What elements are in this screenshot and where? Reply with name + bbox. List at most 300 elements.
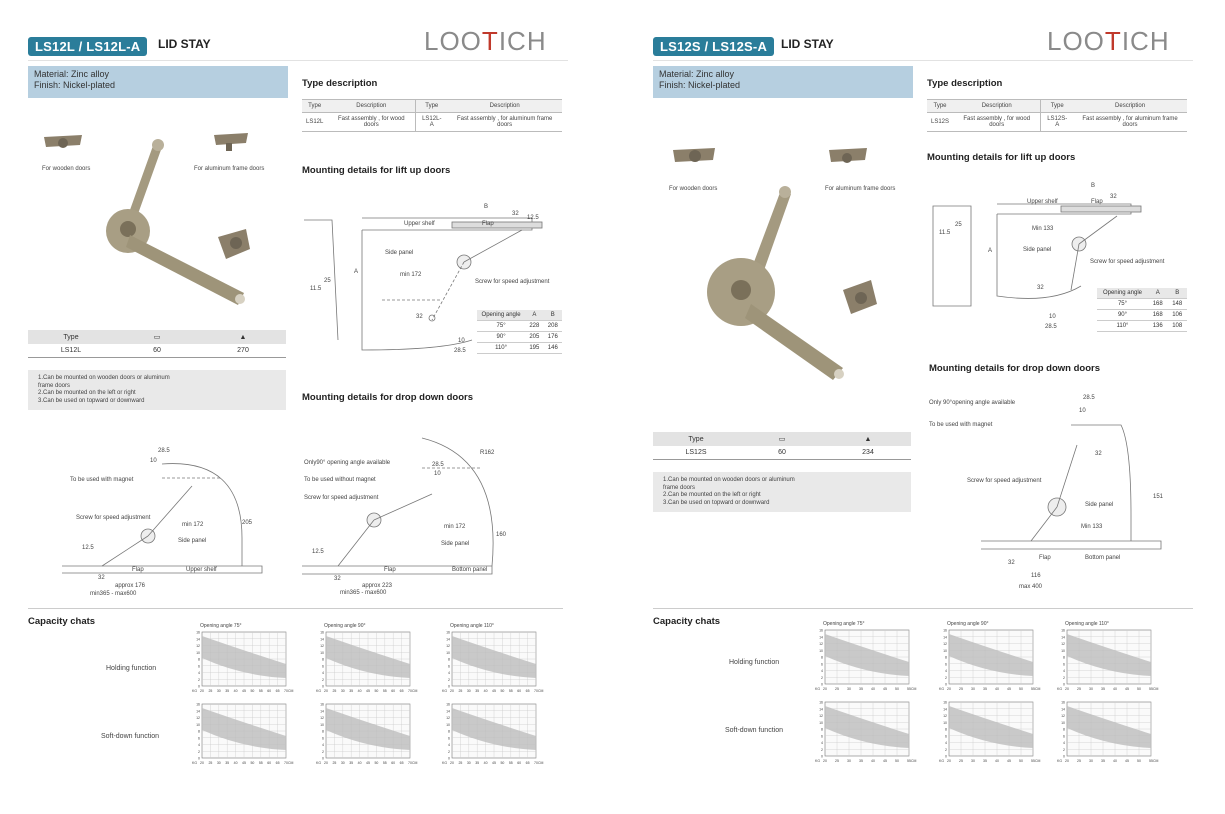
x-tick-label: 30 bbox=[847, 687, 851, 691]
capacity-chart-svg bbox=[314, 700, 418, 770]
capacity-chart-soft-75 bbox=[813, 698, 917, 768]
label-approx: approx 223 bbox=[362, 583, 393, 589]
soft-down-function: Soft-down function bbox=[101, 733, 159, 740]
type-table bbox=[28, 330, 286, 358]
x-tick-label: 45 bbox=[1125, 759, 1129, 763]
oa-cell: 110° bbox=[477, 343, 525, 354]
label-11-5: 11.5 bbox=[939, 230, 951, 236]
drop-down-diagram bbox=[981, 405, 1181, 585]
label-B: B bbox=[1091, 183, 1096, 189]
cm-label: CM bbox=[412, 689, 418, 693]
label-32b: 32 bbox=[1008, 560, 1015, 566]
soft-down-function: Soft-down function bbox=[725, 727, 783, 734]
y-tick-label: 10 bbox=[196, 722, 200, 727]
opening-angle-table bbox=[1097, 288, 1187, 332]
note-line: 3.Can be used on topward or downward bbox=[38, 397, 145, 404]
label-wooden: For wooden doors bbox=[669, 186, 718, 192]
y-tick-label: 12 bbox=[196, 716, 200, 720]
kg-label: KG bbox=[192, 761, 198, 765]
kg-label: KG bbox=[316, 689, 322, 693]
y-tick-label: 16 bbox=[196, 630, 200, 635]
x-tick-label: 40 bbox=[357, 761, 362, 765]
notes-box bbox=[653, 472, 911, 512]
oa-cell: 110° bbox=[1097, 321, 1148, 332]
cm-label: CM bbox=[412, 761, 418, 765]
label-no-magnet: To be used without magnet bbox=[304, 477, 376, 483]
y-tick-label: 4 bbox=[448, 671, 450, 675]
label-side-panel: Side panel bbox=[178, 538, 207, 544]
label-flap: Flap bbox=[482, 221, 494, 227]
capacity-chart-holding-90 bbox=[937, 626, 1041, 696]
wooden-mount-icon bbox=[44, 135, 82, 148]
x-tick-label: 50 bbox=[250, 761, 255, 765]
y-tick-label: 0 bbox=[821, 754, 823, 759]
chart-title: Opening angle 75° bbox=[200, 623, 242, 629]
oa-header: Opening angle bbox=[1097, 288, 1148, 299]
material-box bbox=[28, 66, 288, 98]
x-tick-label: 50 bbox=[250, 689, 255, 693]
oa-cell: 205 bbox=[525, 332, 543, 343]
x-tick-label: 20 bbox=[450, 761, 454, 765]
label-bottom-panel: Bottom panel bbox=[452, 567, 488, 573]
y-tick-label: 10 bbox=[320, 722, 324, 727]
x-tick-label: 35 bbox=[1101, 687, 1105, 691]
y-tick-label: 12 bbox=[196, 644, 200, 648]
x-tick-label: 60 bbox=[391, 761, 396, 765]
x-tick-label: 35 bbox=[225, 761, 230, 765]
x-tick-label: 25 bbox=[332, 761, 337, 765]
x-tick-label: 45 bbox=[242, 761, 246, 765]
x-tick-label: 25 bbox=[835, 687, 839, 691]
oa-header-B: B bbox=[1167, 288, 1187, 299]
x-tick-label: 35 bbox=[859, 759, 863, 763]
x-tick-label: 55 bbox=[508, 761, 513, 765]
x-tick-label: 60 bbox=[391, 689, 396, 693]
capacity-chart-svg bbox=[937, 626, 1041, 696]
brand-logo: LOOTICH bbox=[424, 26, 547, 56]
td-type: LS12L bbox=[302, 113, 327, 132]
y-tick-label: 2 bbox=[322, 749, 324, 754]
y-tick-label: 6 bbox=[448, 736, 450, 741]
cm-label: CM bbox=[288, 689, 294, 693]
y-tick-label: 4 bbox=[945, 669, 947, 673]
capacity-chart-svg bbox=[440, 628, 544, 698]
label-32b: 32 bbox=[416, 314, 423, 320]
label-28-5: 28.5 bbox=[454, 348, 466, 354]
x-tick-label: 25 bbox=[1077, 759, 1081, 763]
y-tick-label: 0 bbox=[448, 756, 450, 761]
note-line: frame doors bbox=[663, 484, 696, 491]
x-tick-label: 70 bbox=[408, 761, 412, 765]
x-tick-label: 40 bbox=[871, 687, 875, 691]
chart-title: Opening angle 90° bbox=[947, 621, 989, 627]
kg-label: KG bbox=[939, 759, 945, 763]
y-tick-label: 16 bbox=[1061, 628, 1065, 633]
th-type: Type bbox=[927, 100, 953, 113]
x-tick-label: 50 bbox=[374, 689, 379, 693]
label-side-panel: Side panel bbox=[1023, 247, 1052, 253]
label-approx: approx 176 bbox=[115, 583, 146, 589]
oa-cell: 136 bbox=[1148, 321, 1168, 332]
y-tick-label: 6 bbox=[821, 734, 823, 739]
x-tick-label: 40 bbox=[995, 759, 999, 763]
x-tick-label: 30 bbox=[340, 761, 345, 765]
oa-cell: 148 bbox=[1167, 299, 1187, 310]
finish-text: Finish: Nickel-plated bbox=[34, 80, 116, 90]
x-tick-label: 20 bbox=[823, 759, 827, 763]
x-tick-label: 55 bbox=[907, 759, 911, 763]
note-line: frame doors bbox=[38, 382, 71, 389]
x-tick-label: 30 bbox=[1089, 759, 1093, 763]
x-tick-label: 70 bbox=[284, 689, 288, 693]
note-line: 3.Can be used on topward or downward bbox=[663, 499, 770, 506]
y-tick-label: 14 bbox=[446, 637, 450, 642]
y-tick-label: 4 bbox=[945, 741, 947, 745]
y-tick-label: 10 bbox=[1061, 720, 1065, 725]
x-tick-label: 70 bbox=[534, 761, 538, 765]
oa-cell: 195 bbox=[525, 343, 543, 354]
y-tick-label: 8 bbox=[448, 657, 450, 662]
label-12-5: 12.5 bbox=[312, 549, 324, 555]
x-tick-label: 45 bbox=[1007, 687, 1011, 691]
y-tick-label: 0 bbox=[821, 682, 823, 687]
y-tick-label: 6 bbox=[322, 736, 324, 741]
weight-icon: ▲ bbox=[825, 432, 911, 446]
y-tick-label: 4 bbox=[821, 669, 823, 673]
label-side-panel: Side panel bbox=[385, 250, 414, 256]
label-flap: Flap bbox=[132, 567, 144, 573]
oa-cell: 168 bbox=[1148, 310, 1168, 321]
y-tick-label: 14 bbox=[819, 707, 823, 712]
x-tick-label: 50 bbox=[1019, 759, 1023, 763]
label-screw: Screw for speed adjustment bbox=[1090, 259, 1165, 265]
x-tick-label: 25 bbox=[208, 689, 213, 693]
x-tick-label: 65 bbox=[525, 761, 530, 765]
label-28-5: 28.5 bbox=[432, 462, 444, 468]
product-illustration bbox=[30, 125, 290, 325]
chart-title: Opening angle 110° bbox=[450, 623, 494, 629]
oa-cell: 228 bbox=[525, 321, 543, 332]
x-tick-label: 60 bbox=[267, 689, 272, 693]
capacity-chart-holding-110 bbox=[1055, 626, 1159, 696]
y-tick-label: 6 bbox=[945, 734, 947, 739]
label-side-panel: Side panel bbox=[441, 541, 470, 547]
type-desc-table bbox=[927, 99, 1187, 132]
label-wooden: For wooden doors bbox=[42, 166, 91, 172]
x-tick-label: 65 bbox=[275, 761, 280, 765]
x-tick-label: 25 bbox=[835, 759, 839, 763]
x-tick-label: 20 bbox=[823, 687, 827, 691]
notes-box bbox=[28, 370, 286, 410]
y-tick-label: 8 bbox=[945, 727, 947, 732]
x-tick-label: 20 bbox=[947, 759, 951, 763]
y-tick-label: 8 bbox=[322, 657, 324, 662]
y-tick-label: 0 bbox=[945, 754, 947, 759]
x-tick-label: 20 bbox=[1065, 687, 1069, 691]
x-tick-label: 20 bbox=[324, 761, 328, 765]
label-min365: min365 - max600 bbox=[340, 590, 387, 596]
x-tick-label: 35 bbox=[983, 687, 987, 691]
label-max400: max 400 bbox=[1019, 584, 1043, 590]
th-desc: Description bbox=[447, 100, 562, 113]
capacity-chart-soft-110 bbox=[440, 700, 544, 770]
x-tick-label: 50 bbox=[500, 761, 505, 765]
label-min172: min 172 bbox=[400, 272, 422, 278]
y-tick-label: 6 bbox=[945, 662, 947, 667]
x-tick-label: 55 bbox=[382, 761, 387, 765]
y-tick-label: 12 bbox=[1061, 714, 1065, 718]
x-tick-label: 40 bbox=[995, 687, 999, 691]
th-desc: Description bbox=[953, 100, 1041, 113]
label-screw: Screw for speed adjustment bbox=[475, 279, 550, 285]
y-tick-label: 14 bbox=[1061, 635, 1065, 640]
y-tick-label: 14 bbox=[196, 637, 200, 642]
label-aluminum: For aluminum frame doors bbox=[825, 186, 896, 192]
capacity-chart-svg bbox=[314, 628, 418, 698]
y-tick-label: 12 bbox=[1061, 642, 1065, 646]
y-tick-label: 8 bbox=[821, 655, 823, 660]
cm-label: CM bbox=[911, 759, 917, 763]
right-page bbox=[625, 0, 1225, 814]
y-tick-label: 10 bbox=[446, 722, 450, 727]
label-min172: min 172 bbox=[444, 524, 466, 530]
x-tick-label: 55 bbox=[1031, 759, 1035, 763]
x-tick-label: 55 bbox=[1149, 687, 1153, 691]
y-tick-label: 12 bbox=[943, 714, 947, 718]
label-10: 10 bbox=[458, 338, 465, 344]
y-tick-label: 16 bbox=[320, 702, 324, 707]
adjust-screw-icon bbox=[843, 280, 877, 314]
y-tick-label: 4 bbox=[322, 671, 324, 675]
x-tick-label: 45 bbox=[242, 689, 246, 693]
y-tick-label: 6 bbox=[821, 662, 823, 667]
label-flap: Flap bbox=[384, 567, 396, 573]
oa-header: Opening angle bbox=[477, 310, 525, 321]
x-tick-label: 35 bbox=[983, 759, 987, 763]
y-tick-label: 14 bbox=[1061, 707, 1065, 712]
td-desc: Fast assembly , for aluminum frame doors bbox=[1073, 113, 1187, 132]
y-tick-label: 14 bbox=[320, 637, 324, 642]
capacity-chart-holding-110 bbox=[440, 628, 544, 698]
y-tick-label: 2 bbox=[821, 675, 823, 680]
holding-function: Holding function bbox=[106, 665, 157, 672]
label-flap: Flap bbox=[1039, 555, 1051, 561]
x-tick-label: 25 bbox=[332, 689, 337, 693]
td-type: LS12L-A bbox=[416, 113, 448, 132]
x-tick-label: 70 bbox=[408, 689, 412, 693]
capacity-chart-svg bbox=[1055, 626, 1159, 696]
box-icon: ▭ bbox=[739, 432, 825, 446]
kg-label: KG bbox=[442, 761, 448, 765]
label-magnet: To be used with magnet bbox=[929, 422, 993, 428]
product-illustration bbox=[665, 140, 915, 390]
cm-label: CM bbox=[1035, 687, 1041, 691]
x-tick-label: 45 bbox=[366, 689, 370, 693]
y-tick-label: 8 bbox=[198, 729, 200, 734]
x-tick-label: 35 bbox=[475, 689, 480, 693]
y-tick-label: 10 bbox=[819, 720, 823, 725]
label-12-5: 12.5 bbox=[82, 545, 94, 551]
oa-cell: 90° bbox=[1097, 310, 1148, 321]
y-tick-label: 2 bbox=[945, 747, 947, 752]
x-tick-label: 65 bbox=[275, 689, 280, 693]
x-tick-label: 35 bbox=[1101, 759, 1105, 763]
y-tick-label: 16 bbox=[446, 630, 450, 635]
y-tick-label: 12 bbox=[819, 714, 823, 718]
x-tick-label: 55 bbox=[508, 689, 513, 693]
note-line: 2.Can be mounted on the left or right bbox=[663, 492, 761, 498]
type-value: LS12L bbox=[28, 344, 114, 358]
x-tick-label: 40 bbox=[483, 689, 488, 693]
y-tick-label: 10 bbox=[446, 650, 450, 655]
x-tick-label: 50 bbox=[500, 689, 505, 693]
y-tick-label: 12 bbox=[446, 644, 450, 648]
th-desc: Description bbox=[1073, 100, 1187, 113]
lift-heading: Mounting details for lift up doors bbox=[927, 152, 1076, 163]
y-tick-label: 2 bbox=[448, 749, 450, 754]
x-tick-label: 35 bbox=[225, 689, 230, 693]
x-tick-label: 20 bbox=[200, 761, 204, 765]
label-205: 205 bbox=[242, 520, 253, 526]
y-tick-label: 12 bbox=[446, 716, 450, 720]
cm-label: CM bbox=[288, 761, 294, 765]
y-tick-label: 10 bbox=[196, 650, 200, 655]
x-tick-label: 50 bbox=[1137, 687, 1141, 691]
y-tick-label: 0 bbox=[1063, 682, 1065, 687]
y-tick-label: 8 bbox=[945, 655, 947, 660]
oa-cell: 208 bbox=[544, 321, 562, 332]
kg-label: KG bbox=[442, 689, 448, 693]
oa-cell: 106 bbox=[1167, 310, 1187, 321]
y-tick-label: 12 bbox=[320, 644, 324, 648]
x-tick-label: 60 bbox=[517, 761, 522, 765]
box-icon: ▭ bbox=[114, 330, 200, 344]
holding-function: Holding function bbox=[729, 659, 780, 666]
y-tick-label: 8 bbox=[322, 729, 324, 734]
x-tick-label: 65 bbox=[525, 689, 530, 693]
td-desc: Fast assembly , for wood doors bbox=[953, 113, 1041, 132]
y-tick-label: 16 bbox=[446, 702, 450, 707]
y-tick-label: 4 bbox=[821, 741, 823, 745]
x-tick-label: 20 bbox=[947, 687, 951, 691]
y-tick-label: 6 bbox=[198, 736, 200, 741]
x-tick-label: 45 bbox=[366, 761, 370, 765]
x-tick-label: 55 bbox=[907, 687, 911, 691]
oa-cell: 108 bbox=[1167, 321, 1187, 332]
label-upper-shelf: Upper shelf bbox=[404, 221, 435, 227]
drop-heading: Mounting details for drop down doors bbox=[929, 363, 1100, 374]
capacity-chart-svg bbox=[190, 628, 294, 698]
label-10: 10 bbox=[1049, 314, 1056, 320]
x-tick-label: 30 bbox=[847, 759, 851, 763]
y-tick-label: 14 bbox=[196, 709, 200, 714]
x-tick-label: 50 bbox=[1137, 759, 1141, 763]
label-A: A bbox=[354, 269, 359, 275]
label-25: 25 bbox=[324, 278, 331, 284]
oa-header-A: A bbox=[1148, 288, 1168, 299]
oa-cell: 146 bbox=[544, 343, 562, 354]
label-10: 10 bbox=[1079, 408, 1086, 414]
cm-label: CM bbox=[1153, 759, 1159, 763]
x-tick-label: 45 bbox=[492, 761, 496, 765]
td-desc: Fast assembly , for wood doors bbox=[327, 113, 415, 132]
y-tick-label: 2 bbox=[1063, 675, 1065, 680]
x-tick-label: 35 bbox=[859, 687, 863, 691]
value-2: 234 bbox=[825, 446, 911, 460]
x-tick-label: 45 bbox=[883, 687, 887, 691]
x-tick-label: 45 bbox=[883, 759, 887, 763]
note-line: 2.Can be mounted on the left or right bbox=[38, 390, 136, 396]
label-upper-shelf: Upper shelf bbox=[1027, 199, 1058, 205]
y-tick-label: 16 bbox=[1061, 700, 1065, 705]
lift-heading: Mounting details for lift up doors bbox=[302, 165, 451, 176]
y-tick-label: 0 bbox=[198, 684, 200, 689]
note-line: 1.Can be mounted on wooden doors or aluminum bbox=[38, 375, 170, 381]
type-header: Type bbox=[28, 330, 114, 344]
th-type: Type bbox=[416, 100, 448, 113]
x-tick-label: 30 bbox=[971, 759, 975, 763]
capacity-chart-holding-75 bbox=[813, 626, 917, 696]
x-tick-label: 25 bbox=[959, 687, 963, 691]
x-tick-label: 40 bbox=[1113, 687, 1117, 691]
label-32: 32 bbox=[1110, 194, 1117, 200]
x-tick-label: 20 bbox=[200, 689, 204, 693]
label-28-5: 28.5 bbox=[158, 448, 170, 454]
label-151: 151 bbox=[1153, 494, 1164, 500]
x-tick-label: 55 bbox=[1149, 759, 1153, 763]
x-tick-label: 50 bbox=[895, 687, 899, 691]
y-tick-label: 8 bbox=[821, 727, 823, 732]
x-tick-label: 50 bbox=[895, 759, 899, 763]
th-type: Type bbox=[1041, 100, 1073, 113]
y-tick-label: 2 bbox=[448, 677, 450, 682]
label-28-5: 28.5 bbox=[1083, 395, 1095, 401]
chart-title: Opening angle 90° bbox=[324, 623, 366, 629]
oa-header-A: A bbox=[525, 310, 543, 321]
capacity-chart-svg bbox=[813, 626, 917, 696]
x-tick-label: 40 bbox=[1113, 759, 1117, 763]
x-tick-label: 55 bbox=[258, 761, 263, 765]
label-side-panel: Side panel bbox=[1085, 502, 1114, 508]
kg-label: KG bbox=[192, 689, 198, 693]
material-box bbox=[653, 66, 913, 98]
x-tick-label: 30 bbox=[216, 689, 221, 693]
label-R162: R162 bbox=[480, 450, 495, 456]
capacity-chart-holding-75 bbox=[190, 628, 294, 698]
type-value: LS12S bbox=[653, 446, 739, 460]
x-tick-label: 50 bbox=[374, 761, 379, 765]
label-bottom-panel: Bottom panel bbox=[1085, 555, 1121, 561]
x-tick-label: 40 bbox=[483, 761, 488, 765]
kg-label: KG bbox=[1057, 759, 1063, 763]
type-desc-table bbox=[302, 99, 562, 132]
product-title: LID STAY bbox=[158, 37, 211, 51]
capacity-chart-holding-90 bbox=[314, 628, 418, 698]
label-25: 25 bbox=[955, 222, 962, 228]
y-tick-label: 6 bbox=[198, 664, 200, 669]
label-min365: min365 - max600 bbox=[90, 591, 137, 597]
material-text: Material: Zinc alloy bbox=[34, 69, 110, 79]
x-tick-label: 45 bbox=[1007, 759, 1011, 763]
adjust-screw-icon bbox=[218, 229, 250, 259]
x-tick-label: 70 bbox=[534, 689, 538, 693]
cm-label: CM bbox=[911, 687, 917, 691]
y-tick-label: 6 bbox=[322, 664, 324, 669]
y-tick-label: 4 bbox=[1063, 669, 1065, 673]
y-tick-label: 14 bbox=[446, 709, 450, 714]
label-upper-shelf: Upper shelf bbox=[186, 567, 217, 573]
y-tick-label: 10 bbox=[819, 648, 823, 653]
